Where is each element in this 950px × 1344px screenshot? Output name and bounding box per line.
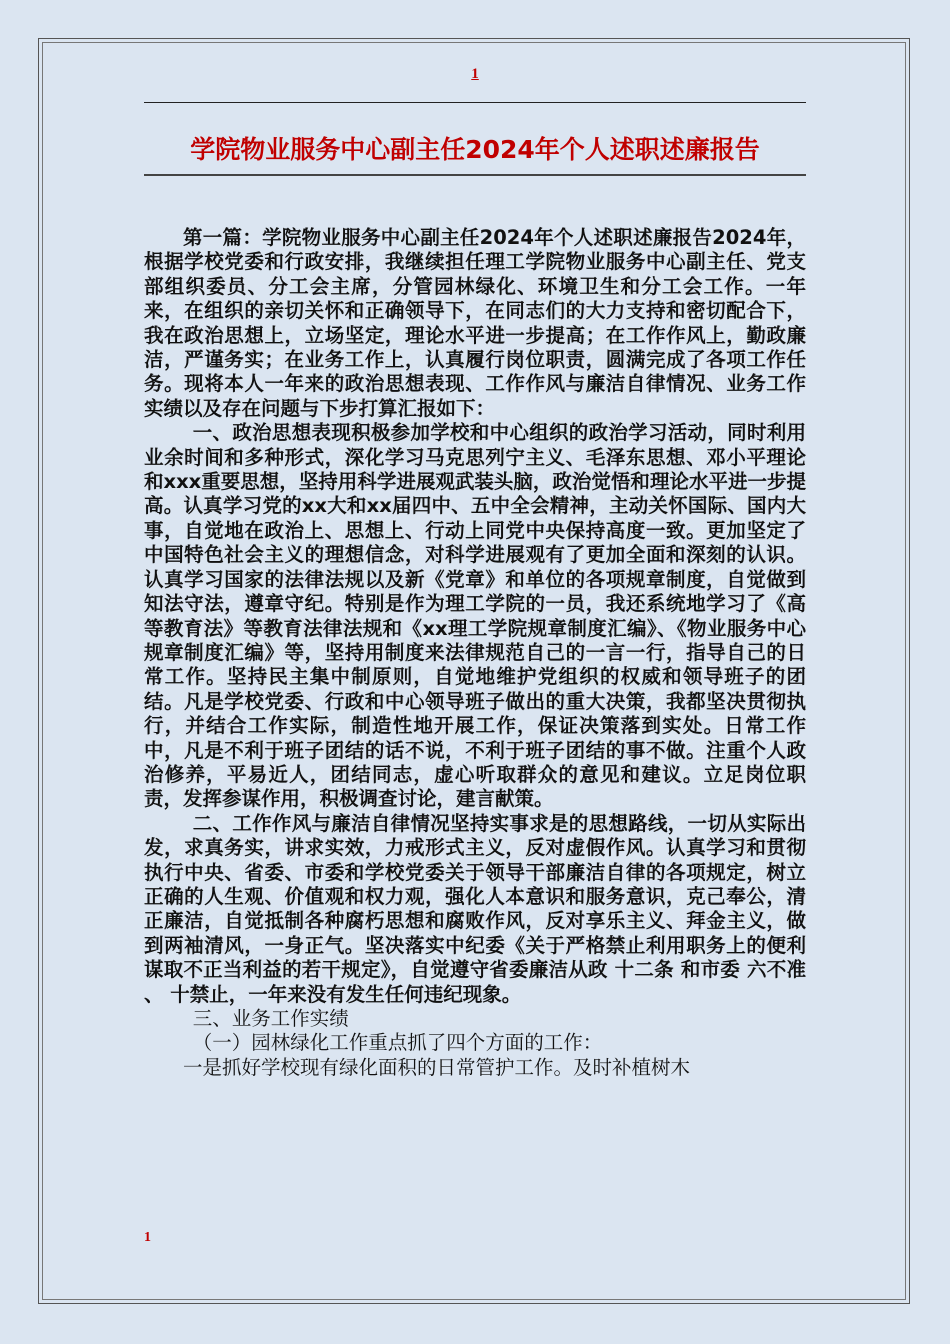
header-page-number xyxy=(0,66,950,83)
document-body xyxy=(144,226,806,1080)
header-divider xyxy=(144,102,806,103)
paragraph-greening-first: 一是抓好学校现有绿化面积的日常管护工作。及时补植树木 xyxy=(183,1055,691,1079)
title-divider xyxy=(144,174,806,176)
paragraph-intro: 第一篇：学院物业服务中心副主任2024年个人述职述廉报告2024年，根据学校党委和行政安排，我继续担任理工学院物业服务中心副主任、党支部组织委员、分工会主席，分管园林绿化、环境卫生和分工会工作。一年来，在组织的亲切关怀和正确领导下，在同志们的大力支持和密切配合下，我在政治思想上，立场坚定，理论水平进一步提高；在工作作风上，勤政廉洁，严谨务实；在业务工作上，认真履行岗位职责，圆满完成了各项工作任务。现将本人一年来的政治思想表现、工作作风与廉洁自律情况、业务工作实绩以及存在问题与下步打算汇报如下： xyxy=(144,226,806,420)
section-heading-work: 三、业务工作实绩 xyxy=(192,1007,349,1030)
paragraph-political: 一、政治思想表现积极参加学校和中心组织的政治学习活动，同时利用业余时间和多种形式，深化学习马克思列宁主义、毛泽东思想、邓小平理论和xxx重要思想，坚持用科学进展观武装头脑，政治觉悟和理论水平进一步提高。认真学习党的xx大和xx届四中、五中全会精神，主动关怀国际、国内大事，自觉地在政治上、思想上、行动上同党中央保持高度一致。更加坚定了中国特色社会主义的理想信念，对科学进展观有了更加全面和深刻的认识。认真学习国家的法律法规以及新《党章》和单位的各项规章制度，自觉做到知法守法，遵章守纪。特别是作为理工学院的一员，我还系统地学习了《高等教育法》等教育法律法规和《xx理工学院规章制度汇编》、《物业服务中心规章制度汇编》等，坚持用制度来法律规范自己的一言一行，指导自己的日常工作。坚持民主集中制原则，自觉地维护党组织的权威和领导班子的团结。凡是学校党委、行政和中心领导班子做出的重大决策，我都坚决贯彻执行，并结合工作实际，制造性地开展工作，保证决策落到实处。日常工作中，凡是不利于班子团结的话不说，不利于班子团结的事不做。注重个人政治修养，平易近人，团结同志，虚心听取群众的意见和建议。立足岗位职责，发挥参谋作用，积极调查讨论，建言献策。 xyxy=(144,421,806,811)
subsection-heading-greening: （一）园林绿化工作重点抓了四个方面的工作： xyxy=(192,1031,603,1055)
footer-page-number: 1 xyxy=(144,1230,151,1245)
header-page-number-text: 1 xyxy=(471,66,479,82)
document-title: 学院物业服务中心副主任2024年个人述职述廉报告 xyxy=(190,135,760,164)
paragraph-conduct: 二、工作作风与廉洁自律情况坚持实事求是的思想路线，一切从实际出发，求真务实，讲求实效，力戒形式主义，反对虚假作风。认真学习和贯彻执行中央、省委、市委和学校党委关于领导干部廉洁自律的各项规定，树立正确的人生观、价值观和权力观，强化人本意识和服务意识，克己奉公，清正廉洁，自觉抵制各种腐朽思想和腐败作风，反对享乐主义、拜金主义，做到两袖清风，一身正气。坚决落实中纪委《关于严格禁止利用职务上的便利谋取不正当利益的若干规定》，自觉遵守省委廉洁从政 十二条 和市委 六不准 、 十禁止，一年来没有发生任何违纪现象。 xyxy=(144,811,806,1006)
